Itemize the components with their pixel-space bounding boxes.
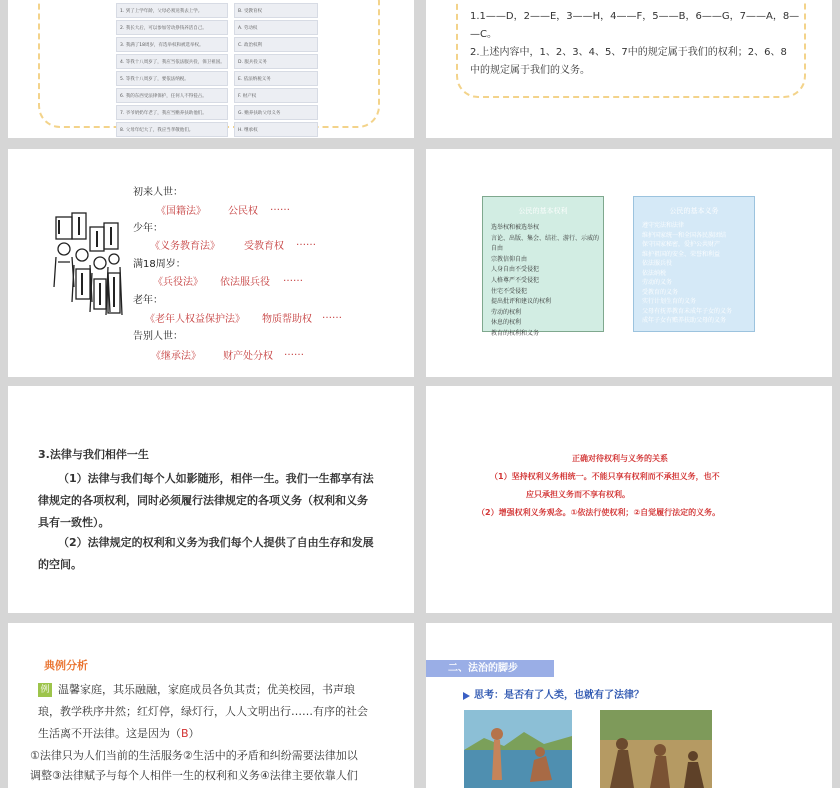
content-line: （1）坚持权利义务相统一。不能只享有权利而不承担义务，也不 (490, 472, 720, 481)
table-row: 1. 到了上学年龄，父母必须送我去上学。 B. 受教育权 (116, 3, 330, 18)
ancient-people-illustration (464, 710, 572, 788)
list-item: 教育的权利和义务 (491, 329, 540, 337)
paragraph-line: （1）法律与我们每个人如影随形，相伴一生。我们一生都享有法 (58, 472, 374, 485)
law-name: 《继承法》 (151, 351, 201, 362)
right-name: 公民权 (228, 206, 258, 217)
law-name: 《国籍法》 (156, 206, 206, 217)
content-line: （2）增强权利义务观念。①依法行使权利；②自觉履行法定的义务。 (477, 508, 721, 517)
example-badge: 例 (38, 683, 52, 697)
slide-rights-table[interactable] (8, 0, 414, 138)
list-item: 保守国家秘密，爱护公共财产 (642, 241, 721, 248)
paragraph-line: 的空间。 (38, 558, 82, 571)
table-row: 8. 父母年纪大了，我应当孝敬他们。 H. 继承权 (116, 122, 330, 137)
list-item: 受教育的义务 (642, 288, 679, 296)
list-item: 选举权和被选举权 (491, 224, 540, 231)
basic-duties-list (642, 221, 732, 326)
option-line: 调整③法律赋予与每个人相伴一生的权利和义务④法律主要依靠人们 (30, 769, 358, 782)
list-item: 劳动的权利 (491, 308, 522, 316)
slide-rights-duty-relation[interactable] (426, 386, 832, 613)
answer-line: 2.上述内容中，1、2、3、4、5、7中的规定属于我们的权利；2、6、8 (470, 47, 787, 58)
think-question: 思考：是否有了人类，也就有了法律？ (474, 690, 644, 701)
triangle-bullet-icon (463, 692, 470, 700)
section-title: 二、法治的脚步 (448, 663, 518, 674)
basic-rights-box (482, 196, 604, 337)
answer-line: 中的规定属于我们的义务。 (470, 65, 590, 76)
question-line: 琅，教学秩序井然；红灯停，绿灯行，人人文明出行……有序的社会 (38, 705, 368, 718)
option-line: ①法律只为人们当前的生活服务②生活中的矛盾和纠纷需要法律加以 (30, 749, 358, 762)
stage-label: 告别人世： (133, 331, 183, 342)
list-item: 成年子女有赡养扶助父母的义务 (642, 317, 727, 324)
slide-law-life[interactable] (8, 386, 414, 613)
ellipsis: …… (322, 310, 342, 321)
answer-line: 1.1——D，2——E，3——H，4——F，5——B，6——G，7——A，8— (470, 11, 800, 22)
slide-example-analysis[interactable] (8, 623, 414, 788)
list-item: 维护祖国的安全、荣誉和利益 (642, 250, 721, 258)
list-item: 劳动的义务 (642, 279, 673, 286)
paragraph-line: 律规定的各项权利，同时必须履行法律规定的各项义务（权利和义务 (38, 494, 368, 507)
list-item: 休息的权利 (491, 319, 522, 327)
list-item: 住宅不受侵犯 (491, 287, 528, 295)
law-name: 《义务教育法》 (150, 241, 220, 252)
ellipsis: …… (270, 202, 290, 213)
primitive-humans-illustration (600, 710, 712, 788)
ellipsis: …… (284, 347, 304, 358)
paragraph-line: （2）法律规定的权利和义务为我们每个人提供了自由生存和发展 (58, 536, 374, 549)
paragraph-line: 具有一致性）。 (38, 516, 110, 529)
section-heading: 典例分析 (44, 659, 88, 672)
list-item: 父母有抚养教育未成年子女的义务 (642, 307, 733, 315)
basic-duties-box (633, 196, 755, 332)
rights-matching-table (116, 3, 330, 138)
question-line: 温馨家庭，其乐融融，家庭成员各负其责；优美校园，书声琅 (58, 683, 355, 696)
list-item: 提出批评和建议的权利 (491, 298, 552, 306)
list-item: 遵守宪法和法律 (642, 222, 685, 229)
answer-choice: B (181, 727, 189, 740)
stage-label: 老年： (133, 295, 163, 306)
list-item: 依法纳税 (642, 269, 667, 277)
table-row: 3. 我满了18周岁，有选举权和被选举权。 C. 政治权利 (116, 37, 330, 52)
section-heading: 3.法律与我们相伴一生 (38, 448, 149, 461)
slide-rule-of-law[interactable] (426, 623, 832, 788)
question-line: 生活离不开法律。这是因为（B） (38, 727, 200, 740)
list-item: 言论、出版、集会、结社、游行、示威的自由 (491, 234, 600, 253)
table-row: 6. 我的东西受法律保护，任何人不得侵占。 F. 财产权 (116, 88, 330, 103)
list-item: 人身自由不受侵犯 (491, 266, 540, 274)
ellipsis: …… (296, 237, 316, 248)
list-item: 依法服兵役 (642, 260, 673, 267)
table-row: 7. 爷爷奶奶年老了，我应当赡养扶助他们。 G. 赡养扶助父母义务 (116, 105, 330, 120)
people-with-books-illustration (50, 207, 126, 327)
right-name: 受教育权 (244, 241, 284, 252)
ellipsis: …… (283, 273, 303, 284)
stage-label: 满18周岁： (133, 259, 186, 270)
table-row: 2. 我长大后，可以参加劳动挣钱养活自己。 A. 劳动权 (116, 20, 330, 35)
law-name: 《老年人权益保护法》 (145, 314, 245, 325)
table-row: 5. 等我十八周岁了，要依法纳税。 E. 依法纳税义务 (116, 71, 330, 86)
content-line: 应只承担义务而不享有权利。 (526, 490, 630, 499)
basic-rights-title: 公民的基本权利 (518, 207, 568, 215)
list-item: 人格尊严不受侵犯 (491, 276, 540, 284)
slide-answers[interactable] (426, 0, 832, 138)
right-name: 财产处分权 (223, 351, 273, 362)
slide-rights-duties[interactable] (426, 149, 832, 377)
stage-label: 少年： (133, 223, 163, 234)
list-item: 实行计划生育的义务 (642, 298, 697, 305)
answer-line: —C。 (470, 29, 497, 40)
table-row: 4. 等我十八周岁了，我应当依法服兵役，保卫祖国。 D. 服兵役义务 (116, 54, 330, 69)
slide-life-stages[interactable] (8, 149, 414, 377)
right-name: 依法服兵役 (220, 277, 270, 288)
law-name: 《兵役法》 (153, 277, 203, 288)
list-item: 维护国家统一和全国各民族团结 (642, 231, 727, 239)
right-name: 物质帮助权 (262, 314, 312, 325)
basic-rights-list (491, 223, 599, 340)
list-item: 宗教信仰自由 (491, 255, 528, 263)
basic-duties-title: 公民的基本义务 (669, 207, 719, 215)
stage-label: 初来人世： (133, 187, 183, 198)
slide-title: 正确对待权利与义务的关系 (572, 454, 668, 463)
